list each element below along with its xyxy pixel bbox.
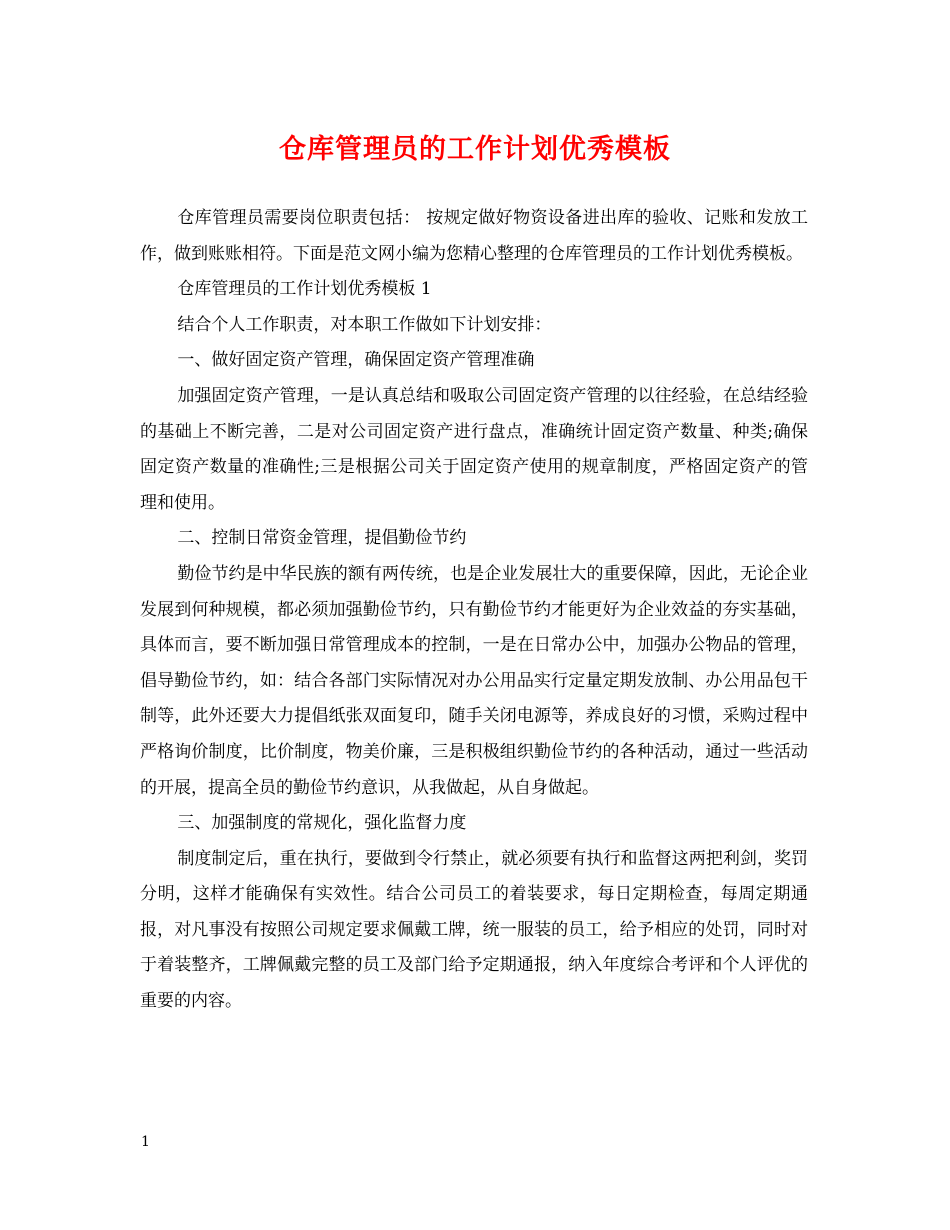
section-paragraph-2: 勤俭节约是中华民族的额有两传统，也是企业发展壮大的重要保障，因此，无论企业发展到何种规模，都必须加强勤俭节约，只有勤俭节约才能更好为企业效益的夯实基础，具体而言，要不断加强日常管理成本的控制，一是在日常办公中，加强办公物品的管理，倡导勤俭节约，如：结合各部门实际情况对办公用品实行定量定期发放制、办公用品包干制等，此外还要大力提倡纸张双面复印，随手关闭电源等，养成良好的习惯，采购过程中严格询价制度，比价制度，物美价廉，三是积极组织勤俭节约的各种活动，通过一些活动的开展，提高全员的勤俭节约意识，从我做起，从自身做起。 [140, 563, 808, 798]
page-number: 1 [141, 1134, 150, 1150]
section-heading-2: 二、控制日常资金管理，提倡勤俭节约 [177, 528, 467, 549]
template-heading: 仓库管理员的工作计划优秀模板 1 [177, 279, 432, 300]
document-body [140, 201, 808, 1020]
document-title: 仓库管理员的工作计划优秀模板 [279, 134, 671, 165]
section-heading-3: 三、加强制度的常规化，强化监督力度 [177, 813, 467, 834]
section-paragraph-1: 加强固定资产管理，一是认真总结和吸取公司固定资产管理的以往经验，在总结经验的基础上不断完善，二是对公司固定资产进行盘点，准确统计固定资产数量、种类;确保固定资产数量的准确性;三是根据公司关于固定资产使用的规章制度，严格固定资产的管理和使用。 [140, 385, 808, 513]
section-heading-1: 一、做好固定资产管理，确保固定资产管理准确 [177, 350, 535, 371]
plan-intro-paragraph: 结合个人工作职责，对本职工作做如下计划安排： [177, 314, 552, 335]
section-paragraph-3: 制度制定后，重在执行，要做到令行禁止，就必须要有执行和监督这两把利剑，奖罚分明，这样才能确保有实效性。结合公司员工的着装要求，每日定期检查，每周定期通报，对凡事没有按照公司规定要求佩戴工牌，统一服装的员工，给予相应的处罚，同时对于着装整齐，工牌佩戴完整的员工及部门给予定期通报，纳入年度综合考评和个人评优的重要的内容。 [140, 848, 808, 1012]
intro-paragraph: 仓库管理员需要岗位职责包括： 按规定做好物资设备进出库的验收、记账和发放工作，做到账账相符。下面是范文网小编为您精心整理的仓库管理员的工作计划优秀模板。 [140, 208, 808, 264]
